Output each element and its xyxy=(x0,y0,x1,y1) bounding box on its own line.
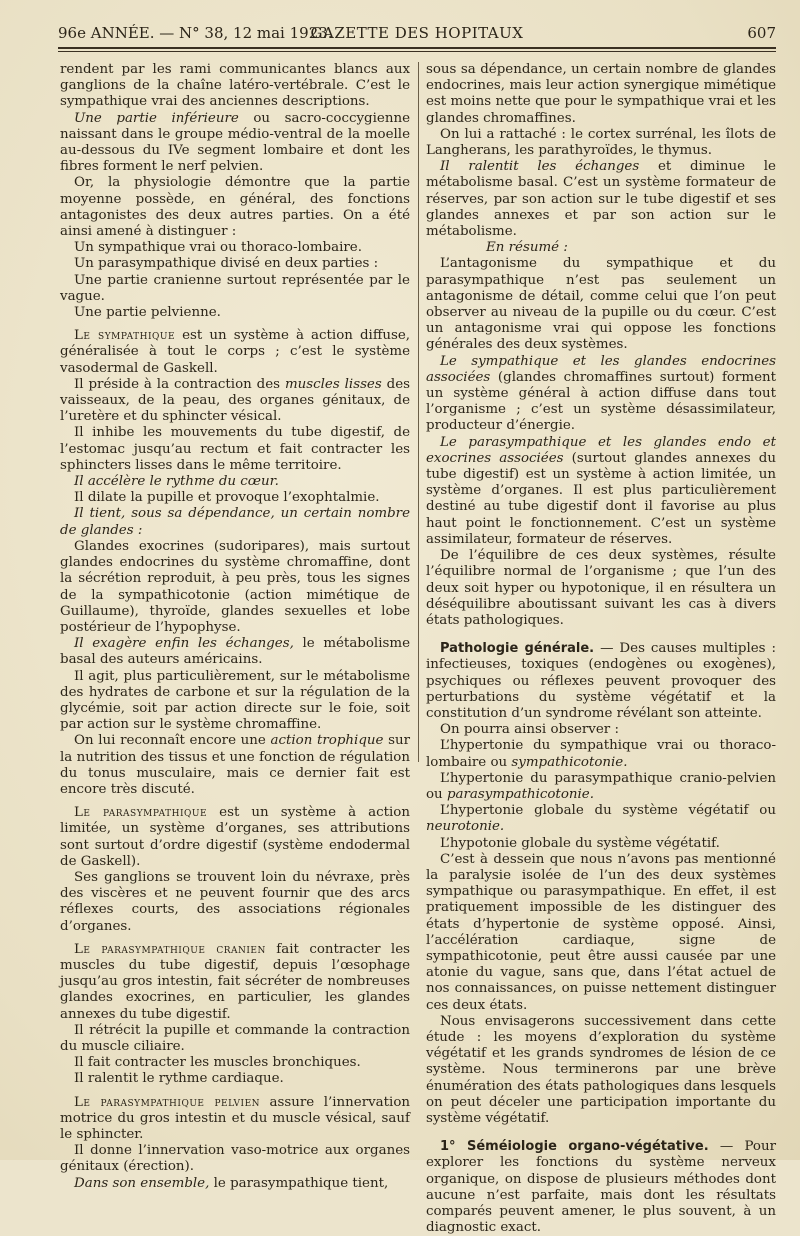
right-column xyxy=(426,62,776,1236)
italic-phrase: Le sympathique et les glandes endocrines associées xyxy=(426,353,776,385)
paragraph xyxy=(426,738,776,770)
paragraph: On pourra ainsi observer : xyxy=(440,722,619,738)
paragraph xyxy=(426,354,776,435)
paragraph xyxy=(60,805,410,870)
paragraph xyxy=(60,733,410,798)
paragraph: Il fait contracter les muscles bronchiques. xyxy=(74,1055,361,1071)
text-run: sur la nutrition des tissus et une fonction de régulation du tonus musculaire, mais ce dernier fait est encore très discuté. xyxy=(60,733,410,797)
header-rule-thick xyxy=(58,47,776,49)
paragraph xyxy=(426,641,776,722)
text-run: L’hypertonie du sympathique vrai ou thoraco-lombaire ou xyxy=(426,738,776,770)
paragraph xyxy=(426,435,776,548)
paragraph: sous sa dépendance, un certain nombre de glandes endocrines, mais leur action synergique mimétique est moins nette que pour le sympathique vrai et les glandes chromaffines. xyxy=(426,62,776,126)
paragraph: Il rétrécit la pupille et commande la contraction du muscle ciliaire. xyxy=(60,1022,410,1054)
text-run: est un système à action diffuse, généralisée à tout le corps ; c’est le système vasodermal de Gaskell. xyxy=(60,328,411,376)
paragraph xyxy=(60,111,410,176)
paragraph xyxy=(60,328,410,377)
italic-phrase: Il ralentit les échanges xyxy=(440,159,640,175)
paragraph: Une partie cranienne surtout représentée par le vague. xyxy=(60,272,410,304)
section-heading: 1° Séméiologie organo-végétative. xyxy=(440,1139,709,1155)
paragraph: Il agit, plus particulièrement, sur le métabolisme des hydrates de carbone et sur la régulation de la glycémie, soit par action directe sur le foie, soit par action sur le système chromaffine. xyxy=(60,668,410,733)
italic-phrase: Il exagère enfin les échanges, xyxy=(74,636,294,652)
paragraph: Un sympathique vrai ou thoraco-lombaire. xyxy=(74,240,362,256)
text-run: des vaisseaux, de la peau, des organes génitaux, de l’uretère et du sphincter vésical. xyxy=(60,376,411,425)
text-run: fait contracter les muscles du tube digestif, depuis l’œsophage jusqu’au gros intestin, fait sécréter de nombreuses glandes exocrines, en particulier, les glandes annexes du tube digestif. xyxy=(60,941,410,1022)
italic-phrase: Une partie inférieure xyxy=(74,110,239,126)
paragraph: Une partie pelvienne. xyxy=(74,305,221,321)
small-caps-heading: Le parasympathique xyxy=(74,805,208,821)
text-run: ou sacro-coccygienne naissant dans le groupe médio-ventral de la moelle au-dessous du IVe segment lombaire et dont les fibres forment le nerf pelvien. xyxy=(60,110,410,175)
paragraph: Glandes exocrines (sudoripares), mais surtout glandes endocrines du système chromaffine, dont la sécrétion reproduit, à peu près, tous les signes de la sympathicotonie (action mimétique de Guillaume), thyroïde, glandes sexuelles et lobe postérieur de l’hypophyse. xyxy=(60,538,410,635)
text-run: et diminue le métabolisme basal. C’est un système formateur de réserves, par son action sur le tube digestif et ses glandes annexes et par son action sur le métabolisme. xyxy=(426,159,776,240)
publication-title: GAZETTE DES HOPITAUX xyxy=(310,24,524,42)
italic-phrase: sympathicotonie. xyxy=(511,754,628,770)
italic-phrase: action trophique xyxy=(270,733,384,749)
text-run: (glandes chromaffines surtout) forment un système général à action diffuse dans tout l’organisme ; c’est un système désassimilateur, producteur d’énergie. xyxy=(426,369,776,434)
italic-phrase: Le parasympathique et les glandes endo et exocrines associées xyxy=(426,434,776,466)
paragraph xyxy=(426,771,776,803)
paragraph xyxy=(426,1139,776,1236)
paragraph: Nous envisagerons successivement dans cette étude : les moyens d’exploration du système végétatif et les grands syndromes de lésion de ce système. Nous terminerons par une brève énumération des états pathologiques dans lesquels on peut déceler une participation importante du système végétatif. xyxy=(426,1013,776,1126)
text-run: On lui reconnaît encore une xyxy=(74,733,271,749)
issue-info: 96e ANNÉE. — N° 38, 12 mai 1923. xyxy=(58,24,333,42)
italic-phrase: muscles lisses xyxy=(284,376,382,392)
paragraph: L’antagonisme du sympathique et du parasympathique n’est pas seulement un antagonisme de détail, comme celui que l’on peut observer au niveau de la pupille ou du cœur. C’est un antagonisme vrai qui oppose les fonctions générales des deux systèmes. xyxy=(426,256,776,353)
text-run: (surtout glandes annexes du tube digestif) est un système à action limitée, un système d’organes. Il est plus particulièrement destiné au tube digestif dont il favorise au plus haut point le fonctionnement. C’est un système assimilateur, formateur de réserves. xyxy=(426,450,776,547)
paragraph xyxy=(426,159,776,240)
summary-heading: En résumé : xyxy=(486,240,568,256)
paragraph: On lui a rattaché : le cortex surrénal, les îlots de Langherans, les parathyroïdes, le thymus. xyxy=(426,126,776,159)
paragraph: Un parasympathique divisé en deux parties : xyxy=(74,256,379,272)
text-run: L’hypertonie globale du système végétatif ou xyxy=(440,803,776,819)
text-run: L’hypertonie du parasympathique cranio-pelvien ou xyxy=(426,770,776,802)
paragraph xyxy=(60,1095,410,1144)
paragraph xyxy=(60,942,410,1023)
text-run: — Des causes multiples : infectieuses, toxiques (endogènes ou exogènes), psychiques ou réflexes peuvent provoquer des perturbations du système végétatif et la constitution d’un syndrome révélant son atteinte. xyxy=(426,641,776,721)
text-run: le métabolisme basal des auteurs américains. xyxy=(60,636,410,668)
paragraph: Il inhibe les mouvements du tube digestif, de l’estomac jusqu’au rectum et fait contracter les sphincters lisses dans le même territoire. xyxy=(60,425,410,473)
page-number: 607 xyxy=(747,24,776,42)
text-run: — Pour explorer les fonctions du système nerveux organique, on dispose de plusieurs méthodes dont aucune n’est parfaite, mais dont les résultats comparés peuvent amener, le plus souvent, à un diagnostic exact. xyxy=(426,1139,776,1236)
paragraph: Il accélère le rythme du cœur. xyxy=(74,474,279,490)
italic-phrase: Dans son ensemble, xyxy=(74,1175,210,1191)
italic-phrase: parasympathicotonie. xyxy=(446,786,594,802)
left-column xyxy=(60,62,410,1192)
paragraph xyxy=(426,803,776,835)
text-run: le parasympathique tient, xyxy=(209,1175,389,1191)
paragraph: rendent par les rami communicantes blancs aux ganglions de la chaîne latéro-vertébrale. C’est le sympathique vrai des anciennes descriptions. xyxy=(60,62,410,110)
section-heading: Pathologie générale. xyxy=(440,641,595,657)
small-caps-heading: Le sympathique xyxy=(74,328,176,344)
paragraph xyxy=(60,1176,410,1192)
paragraph: Il donne l’innervation vaso-motrice aux organes génitaux (érection). xyxy=(60,1143,410,1175)
paragraph: C’est à dessein que nous n’avons pas mentionné la paralysie isolée de l’un des deux systèmes sympathique ou parasympathique. En effet, il est pratiquement impossible de les distinguer des états d’hypertonie de système opposé. Ainsi, l’accélération cardiaque, signe de sympathicotonie, peut être aussi causée par une atonie du vague, sans que, dans l’état actuel de nos connaissances, on puisse nettement distinguer ces deux états. xyxy=(426,851,776,1013)
text-run: Il préside à la contraction des xyxy=(74,376,285,392)
paragraph: Il dilate la pupille et provoque l’exophtalmie. xyxy=(74,490,380,506)
paragraph: Or, la physiologie démontre que la partie moyenne possède, en général, des fonctions antagonistes des deux autres parties. On a été ainsi amené à distinguer : xyxy=(60,175,410,240)
text-run: est un système à action limitée, un système d’organes, ses attributions sont surtout d’ordre digestif (système endodermal de Gaskell). xyxy=(60,805,410,869)
paragraph: Il tient, sous sa dépendance, un certain nombre de glandes : xyxy=(60,506,410,538)
paragraph xyxy=(60,636,410,668)
paragraph: De l’équilibre de ces deux systèmes, résulte l’équilibre normal de l’organisme ; que l’un des deux soit hyper ou hypotonique, il en résultera un déséquilibre aboutissant suivant les cas à divers états pathologiques. xyxy=(426,548,776,628)
text-run: assure l’innervation motrice du gros intestin et du muscle vésical, sauf le sphincter. xyxy=(60,1094,410,1142)
small-caps-heading: Le parasympathique pelvien xyxy=(74,1094,261,1110)
paragraph xyxy=(60,377,410,426)
paragraph: L’hypotonie globale du système végétatif. xyxy=(440,835,720,851)
paragraph: Il ralentit le rythme cardiaque. xyxy=(74,1071,284,1087)
page-header xyxy=(58,24,776,46)
header-rule-thin xyxy=(58,51,776,52)
paragraph: Ses ganglions se trouvent loin du névraxe, près des viscères et ne peuvent fournir que des arcs réflexes courts, des associations régionales d’organes. xyxy=(60,869,410,934)
italic-phrase: neurotonie. xyxy=(426,819,505,835)
column-divider xyxy=(418,62,419,762)
small-caps-heading: Le parasympathique cranien xyxy=(74,941,266,957)
